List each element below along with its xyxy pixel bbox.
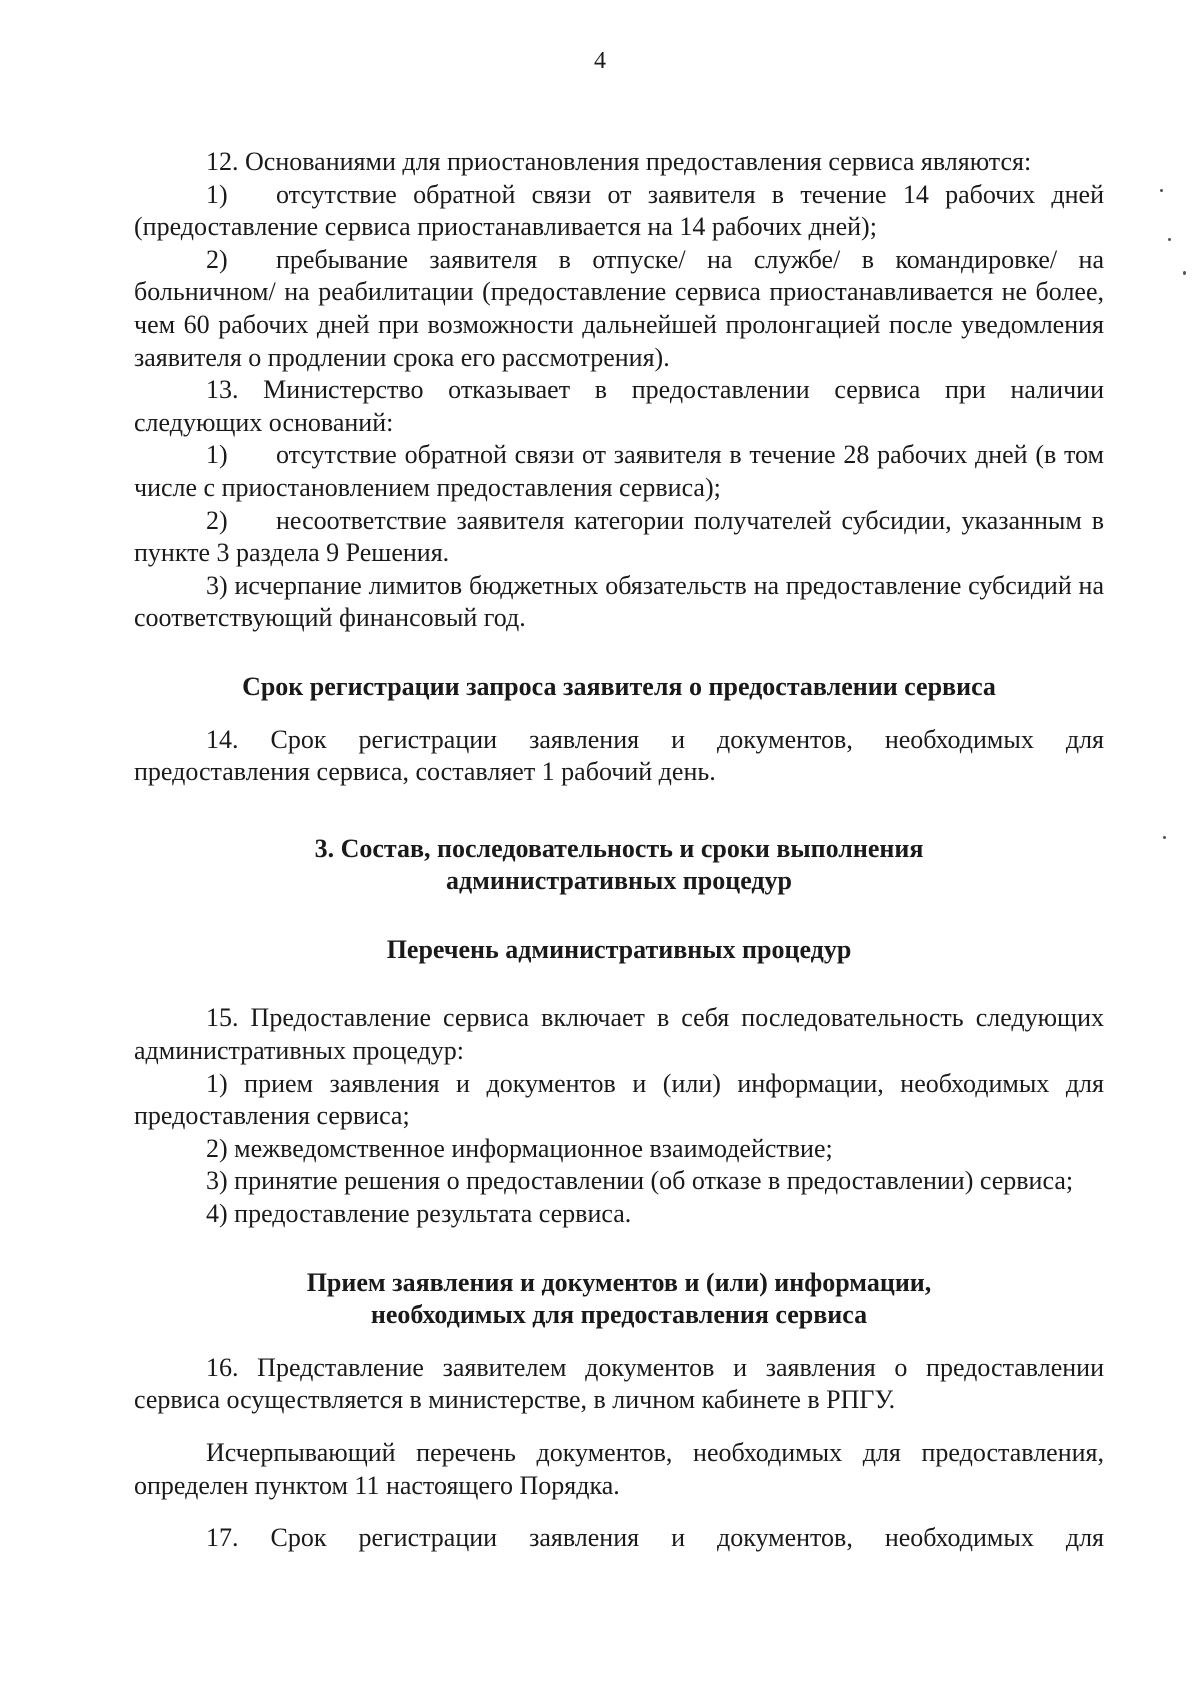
item-text: пребывание заявителя в отпуске/ на службе/ в командировке/ на больничном/ на реабилитации (предоставление сервиса приостанавливается не более, чем 60 рабочих дней при возможности дальнейшей пролонгацией после уведомления заявителя о продлении срока его рассмотрения). bbox=[134, 244, 1104, 372]
paragraph-15-item-2: 2) межведомственное информационное взаимодействие; bbox=[206, 1133, 833, 1163]
paragraph-13-item-1 bbox=[134, 439, 1104, 504]
document-body bbox=[134, 146, 1104, 1555]
section-3-title-line-2: административных процедур bbox=[445, 866, 793, 896]
heading-registration-term: Срок регистрации запроса заявителя о предоставлении сервиса bbox=[242, 671, 996, 701]
paragraph-15-item-1: 1) прием заявления и документов и (или) информации, необходимых для предоставления сервиса; bbox=[134, 1068, 1104, 1131]
heading-procedures-list: Перечень административных процедур bbox=[386, 934, 852, 964]
item-text: отсутствие обратной связи от заявителя в течение 28 рабочих дней (в том числе с приостановлением предоставления сервиса); bbox=[134, 440, 1104, 502]
scan-speck bbox=[1160, 189, 1163, 192]
paragraph-16: 16. Представление заявителем документов и заявления о предоставлении сервиса осуществляется в министерстве, в личном кабинете в РПГУ. bbox=[134, 1352, 1104, 1415]
paragraph-13-item-2 bbox=[134, 505, 1104, 570]
heading-reception-line-2: необходимых для предоставления сервиса bbox=[370, 1300, 868, 1330]
paragraph-15-item-3: 3) принятие решения о предоставлении (об отказе в предоставлении) сервиса; bbox=[206, 1166, 1074, 1196]
paragraph-17: 17. Срок регистрации заявления и документов, необходимых для bbox=[206, 1523, 1104, 1553]
item-text: отсутствие обратной связи от заявителя в течение 14 рабочих дней (предоставление сервиса приостанавливается на 14 рабочих дней); bbox=[134, 179, 1104, 242]
item-number: 2) bbox=[206, 244, 228, 274]
paragraph-15-intro: 15. Предоставление сервиса включает в себя последовательность следующих административных процедур: bbox=[134, 1003, 1104, 1066]
paragraph-12-item-1 bbox=[134, 179, 1104, 244]
section-3-title-line-1: 3. Состав, последовательность и сроки выполнения bbox=[314, 833, 924, 863]
heading-reception-line-1: Прием заявления и документов и (или) информации, bbox=[306, 1267, 932, 1297]
item-text: несоответствие заявителя категории получателей субсидии, указанным в пункте 3 раздела 9 Решения. bbox=[134, 505, 1104, 568]
paragraph-15-item-4: 4) предоставление результата сервиса. bbox=[206, 1199, 632, 1229]
paragraph-16-note: Исчерпывающий перечень документов, необходимых для предоставления, определен пунктом 11 настоящего Порядка. bbox=[134, 1438, 1104, 1500]
paragraph-13-item-3: 3) исчерпание лимитов бюджетных обязательств на предоставление субсидий на соответствующий финансовый год. bbox=[134, 570, 1104, 633]
paragraph-12-intro: 12. Основаниями для приостановления предоставления сервиса являются: bbox=[206, 147, 1032, 176]
paragraph-12-item-2 bbox=[134, 244, 1104, 374]
item-number: 1) bbox=[206, 179, 228, 209]
item-number: 1) bbox=[206, 440, 228, 470]
paragraph-13-intro: 13. Министерство отказывает в предоставлении сервиса при наличии следующих оснований: bbox=[134, 375, 1104, 437]
scan-speck bbox=[1183, 271, 1186, 275]
scan-speck bbox=[1163, 836, 1166, 839]
scan-speck bbox=[1168, 238, 1171, 241]
paragraph-14: 14. Срок регистрации заявления и документов, необходимых для предоставления сервиса, составляет 1 рабочий день. bbox=[134, 724, 1104, 787]
page-number: 4 bbox=[594, 48, 606, 74]
item-number: 2) bbox=[206, 505, 228, 535]
